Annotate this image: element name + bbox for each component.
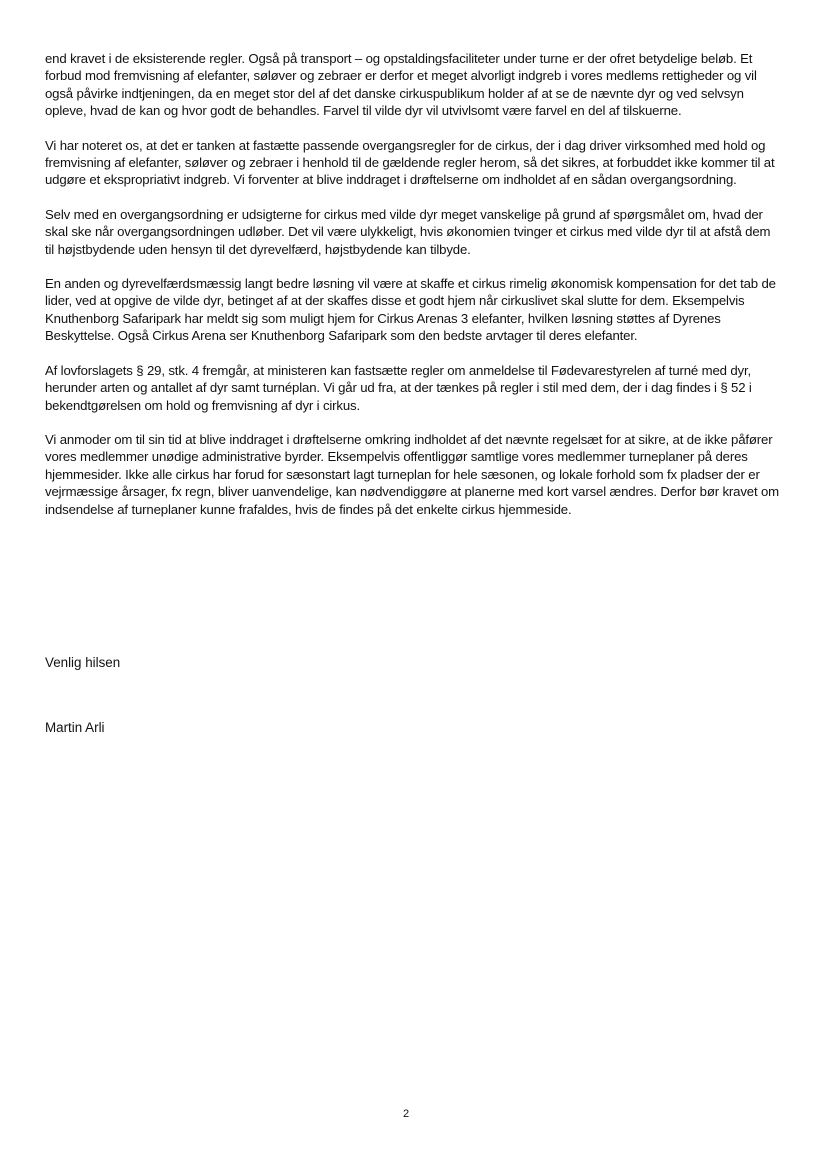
paragraph-1: end kravet i de eksisterende regler. Også på transport – og opstaldingsfaciliteter under turne er der ofret betydelige beløb. Et forbud mod fremvisning af elefanter, søløver og zebraer er derfor et meget alvorligt indgreb i vores medlems rettigheder og vil også påvirke indtjeningen, da en meget stor del af det danske cirkuspublikum holder af at se de nævnte dyr og ved selvsyn opleve, hvad de kan og hvor godt de behandles. Farvel til vilde dyr vil utvivlsomt være farvel en del af tilskuerne.	[45, 51, 757, 119]
signature-name: Martin Arli	[45, 720, 105, 735]
paragraph-6: Vi anmoder om til sin tid at blive inddraget i drøftelserne omkring indholdet af det nævnte regelsæt for at sikre, at de ikke påfører vores medlemmer unødige administrative byrder. Eksempelvis offentliggør samtlige vores medlemmer turneplaner på deres hjemmesider. Ikke alle cirkus har forud for sæsonstart lagt turneplan for hele sæsonen, og lokale forhold som fx pladser der er vejrmæssige årsager, fx regn, bliver uanvendelige, kan nødvendiggøre at planerne med kort varsel ændres. Derfor bør kravet om indsendelse af turneplaner kunne frafaldes, hvis de findes på det enkelte cirkus hjemmeside.	[45, 431, 780, 517]
paragraph-4: En anden og dyrevelfærdsmæssig langt bedre løsning vil være at skaffe et cirkus rimelig økonomisk kompensation for det tab de lider, ved at opgive de vilde dyr, betinget af at der skaffes disse et godt hjem når cirkuslivet skal slutte for dem. Eksempelvis Knuthenborg Safaripark har meldt sig som muligt hjem for Cirkus Arenas 3 elefanter, hvilken løsning støttes af Dyrenes Beskyttelse. Også Cirkus Arena ser Knuthenborg Safaripark som den bedste arvtager til deres elefanter.	[45, 276, 776, 344]
letter-body	[45, 50, 780, 535]
paragraph-3: Selv med en overgangsordning er udsigterne for cirkus med vilde dyr meget vanskelige på grund af spørgsmålet om, hvad der skal ske når overgangsordningen udløber. Det vil være ulykkeligt, hvis økonomien tvinger et cirkus med vilde dyr til at afstå dem til højstbydende uden hensyn til det dyrevelfærd, højstbydende kan tilbyde.	[45, 206, 771, 257]
page-number: 2	[402, 1108, 410, 1120]
closing-salutation: Venlig hilsen	[45, 655, 121, 670]
paragraph-2: Vi har noteret os, at det er tanken at fastætte passende overgangsregler for de cirkus, der i dag driver virksomhed med hold og fremvisning af elefanter, søløver og zebraer i henhold til de gældende regler herom, så det sikres, at forbuddet ikke kommer til at udgøre et ekspropriativt indgreb. Vi forventer at blive inddraget i drøftelserne om indholdet af en sådan overgangsordning.	[45, 137, 775, 188]
paragraph-5: Af lovforslagets § 29, stk. 4 fremgår, at ministeren kan fastsætte regler om anmeldelse til Fødevarestyrelen af turné med dyr, herunder arten og antallet af dyr samt turnéplan. Vi går ud fra, at der tænkes på regler i stil med dem, der i dag findes i § 52 i bekendtgørelsen om hold og fremvisning af dyr i cirkus.	[45, 362, 752, 413]
